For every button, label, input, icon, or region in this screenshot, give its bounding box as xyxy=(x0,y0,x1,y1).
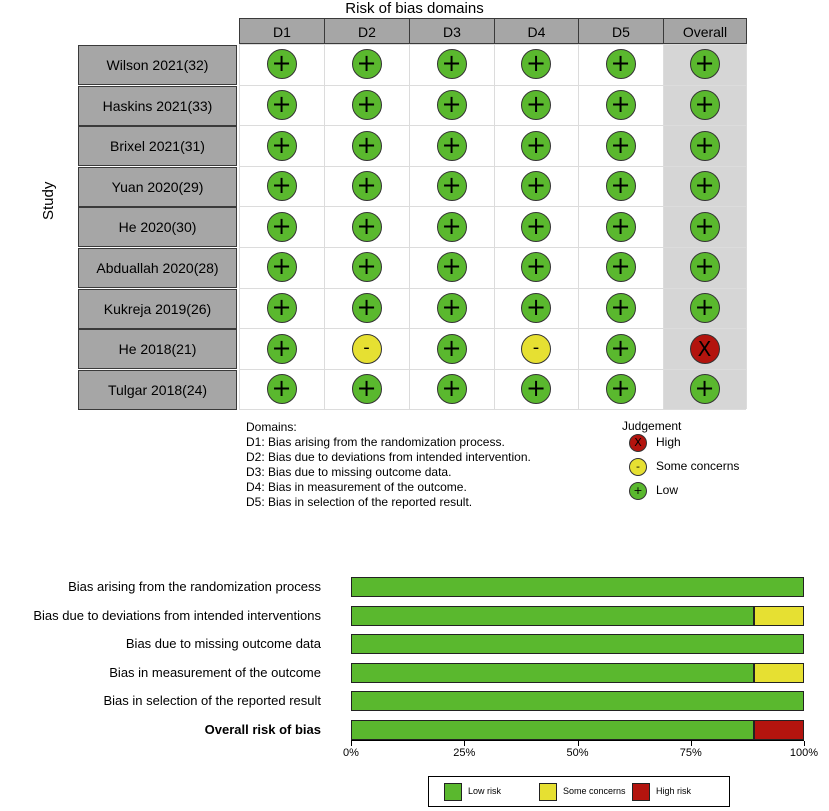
grid-vline xyxy=(746,44,747,409)
grid-vline xyxy=(578,44,579,409)
grid-hline xyxy=(239,166,746,167)
judgement-legend-title: Judgement xyxy=(622,419,682,433)
bar-segment-low xyxy=(351,634,804,654)
bar-segment-low xyxy=(351,691,804,711)
judgement-low-icon: + xyxy=(606,212,636,242)
judgement-low-icon: + xyxy=(267,131,297,161)
judgement-low-icon: + xyxy=(690,293,720,323)
judgement-low-icon: + xyxy=(437,131,467,161)
judgement-low-icon: + xyxy=(267,90,297,120)
judgement-low-icon: + xyxy=(606,252,636,282)
grid-hline xyxy=(239,328,746,329)
column-header-d3: D3 xyxy=(409,18,495,44)
bar-legend-low-swatch xyxy=(444,783,462,801)
judgement-low-icon: + xyxy=(606,293,636,323)
judgement-low-icon: + xyxy=(606,334,636,364)
judgement-low-icon: + xyxy=(521,131,551,161)
judgement-low-icon: + xyxy=(352,293,382,323)
judgement-low-icon: + xyxy=(352,252,382,282)
judgement-low-icon: + xyxy=(521,49,551,79)
x-tick-label: 0% xyxy=(343,747,359,759)
judgement-low-icon: + xyxy=(352,374,382,404)
x-tick xyxy=(691,741,692,746)
grid-vline xyxy=(494,44,495,409)
study-label: He 2020(30) xyxy=(78,207,237,247)
y-axis-label: Study xyxy=(40,181,57,220)
grid-hline xyxy=(239,409,746,410)
judgement-low-icon: + xyxy=(521,90,551,120)
domain-d4: D4: Bias in measurement of the outcome. xyxy=(246,480,467,494)
bar-segment-high xyxy=(754,720,804,740)
judgement-low-icon: + xyxy=(606,90,636,120)
judgement-low-icon: + xyxy=(521,293,551,323)
bar-legend-low-label: Low risk xyxy=(468,786,502,796)
judgement-low-icon: + xyxy=(690,374,720,404)
bar-segment-low xyxy=(351,720,754,740)
study-label: Kukreja 2019(26) xyxy=(78,289,237,329)
rob-title: Risk of bias domains xyxy=(345,0,484,17)
judgement-low-icon: + xyxy=(267,252,297,282)
judgement-low-icon: + xyxy=(606,374,636,404)
domains-legend xyxy=(246,420,531,510)
grid-hline xyxy=(239,369,746,370)
judgement-low-icon: + xyxy=(267,334,297,364)
judgement-some-icon: - xyxy=(352,334,382,364)
judgement-low-icon: + xyxy=(437,171,467,201)
judgement-low-icon: + xyxy=(521,374,551,404)
judgement-low-icon: + xyxy=(521,212,551,242)
bar-segment-some xyxy=(754,663,804,683)
domain-d3: D3: Bias due to missing outcome data. xyxy=(246,465,452,479)
x-tick xyxy=(804,741,805,746)
judgement-low-icon: + xyxy=(267,293,297,323)
judgement-some-icon: - xyxy=(521,334,551,364)
judgement-low-icon: + xyxy=(606,171,636,201)
study-label: Haskins 2021(33) xyxy=(78,86,237,126)
judgement-low-icon: + xyxy=(437,49,467,79)
judgement-low-icon: + xyxy=(267,212,297,242)
judgement-low-icon: + xyxy=(352,131,382,161)
x-tick-label: 25% xyxy=(453,747,476,759)
judgement-low-icon: + xyxy=(690,252,720,282)
bar-segment-low xyxy=(351,577,804,597)
study-label: Brixel 2021(31) xyxy=(78,126,237,166)
grid-vline xyxy=(239,44,240,409)
judgement-low-icon: + xyxy=(352,90,382,120)
x-tick-label: 50% xyxy=(566,747,589,759)
domain-d5: D5: Bias in selection of the reported result. xyxy=(246,495,473,509)
domain-d2: D2: Bias due to deviations from intended intervention. xyxy=(246,450,531,464)
judgement-low-icon: + xyxy=(690,212,720,242)
study-label: Yuan 2020(29) xyxy=(78,167,237,207)
grid-hline xyxy=(239,247,746,248)
bar-category-label: Bias due to deviations from intended interventions xyxy=(33,607,321,623)
judgement-low-icon: + xyxy=(437,293,467,323)
study-label: Wilson 2021(32) xyxy=(78,45,237,85)
judgement-low-icon: + xyxy=(437,212,467,242)
legend-high-icon: X xyxy=(629,434,647,452)
grid-hline xyxy=(239,125,746,126)
bar-legend-some-swatch xyxy=(539,783,557,801)
bar-segment-low xyxy=(351,663,754,683)
legend-some-label: Some concerns xyxy=(656,459,740,473)
x-tick-label: 75% xyxy=(679,747,702,759)
column-header-d2: D2 xyxy=(324,18,410,44)
judgement-low-icon: + xyxy=(437,90,467,120)
judgement-low-icon: + xyxy=(267,374,297,404)
judgement-high-icon: X xyxy=(690,334,720,364)
legend-low-label: Low xyxy=(656,483,679,497)
judgement-low-icon: + xyxy=(606,131,636,161)
judgement-low-icon: + xyxy=(267,49,297,79)
bar-segment-low xyxy=(351,606,754,626)
bar-segment-some xyxy=(754,606,804,626)
judgement-low-icon: + xyxy=(606,49,636,79)
judgement-low-icon: + xyxy=(521,252,551,282)
bar-category-label: Bias arising from the randomization process xyxy=(68,579,321,594)
grid-vline xyxy=(663,44,664,409)
study-label: Tulgar 2018(24) xyxy=(78,370,237,410)
judgement-low-icon: + xyxy=(267,171,297,201)
column-header-overall: Overall xyxy=(663,18,747,44)
grid-hline xyxy=(239,44,746,45)
legend-some-icon: - xyxy=(629,458,647,476)
column-header-d4: D4 xyxy=(494,18,579,44)
column-header-d5: D5 xyxy=(578,18,664,44)
judgement-low-icon: + xyxy=(352,49,382,79)
judgement-low-icon: + xyxy=(690,90,720,120)
x-tick-label: 100% xyxy=(789,747,819,759)
grid-hline xyxy=(239,206,746,207)
judgement-low-icon: + xyxy=(437,334,467,364)
legend-high-label: High xyxy=(656,435,681,449)
study-label: He 2018(21) xyxy=(78,329,237,369)
grid-vline xyxy=(409,44,410,409)
domains-heading: Domains: xyxy=(246,420,297,434)
grid-hline xyxy=(239,85,746,86)
judgement-low-icon: + xyxy=(690,131,720,161)
grid-vline xyxy=(324,44,325,409)
study-label: Abduallah 2020(28) xyxy=(78,248,237,288)
bar-category-label: Overall risk of bias xyxy=(204,722,321,737)
column-header-d1: D1 xyxy=(239,18,325,44)
bar-legend-high-swatch xyxy=(632,783,650,801)
grid-hline xyxy=(239,288,746,289)
bar-category-label: Bias due to missing outcome data xyxy=(125,636,321,652)
bar-category-label: Bias in selection of the reported result xyxy=(103,693,321,709)
judgement-low-icon: + xyxy=(437,374,467,404)
x-tick xyxy=(351,741,352,746)
domain-d1: D1: Bias arising from the randomization process. xyxy=(246,435,505,449)
bar-legend-high-label: High risk xyxy=(656,786,692,796)
judgement-low-icon: + xyxy=(437,252,467,282)
judgement-low-icon: + xyxy=(690,49,720,79)
bar-category-label: Bias in measurement of the outcome xyxy=(109,664,321,680)
x-tick xyxy=(578,741,579,746)
judgement-low-icon: + xyxy=(352,212,382,242)
judgement-low-icon: + xyxy=(521,171,551,201)
legend-low-icon: + xyxy=(629,482,647,500)
bar-legend-some-label: Some concerns xyxy=(563,786,626,796)
judgement-low-icon: + xyxy=(690,171,720,201)
judgement-low-icon: + xyxy=(352,171,382,201)
x-tick xyxy=(464,741,465,746)
